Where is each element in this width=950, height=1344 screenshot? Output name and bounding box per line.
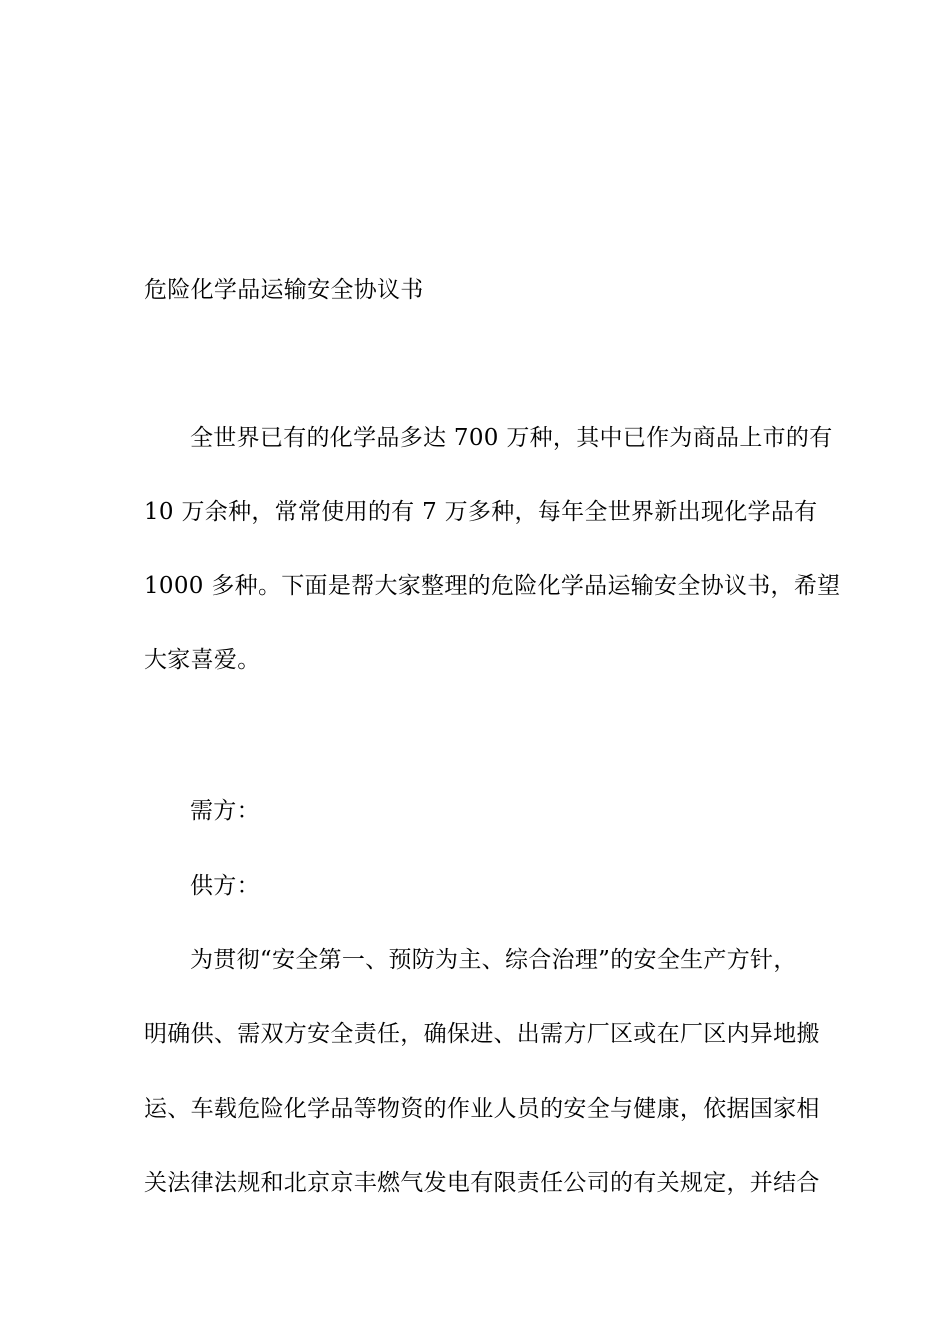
party-supply-label: 供方： (190, 873, 260, 899)
body-line-1: 为贯彻“安全第一、预防为主、综合治理”的安全生产方针， (190, 947, 797, 973)
intro-line-1: 全世界已有的化学品多达 700 万种，其中已作为商品上市的有 (190, 425, 833, 451)
body-line-2: 明确供、需双方安全责任，确保进、出需方厂区或在厂区内异地搬 (144, 1021, 820, 1047)
document-title: 危险化学品运输安全协议书 (144, 277, 424, 303)
intro-line-3: 1000 多种。下面是帮大家整理的危险化学品运输安全协议书，希望 (144, 573, 841, 599)
body-line-4: 关法律法规和北京京丰燃气发电有限责任公司的有关规定，并结合 (144, 1170, 820, 1196)
party-demand-label: 需方： (190, 798, 260, 824)
body-line-3: 运、车载危险化学品等物资的作业人员的安全与健康，依据国家相 (144, 1096, 820, 1122)
intro-line-4: 大家喜爱。 (144, 647, 261, 673)
intro-line-2: 10 万余种，常常使用的有 7 万多种，每年全世界新出现化学品有 (144, 499, 818, 525)
